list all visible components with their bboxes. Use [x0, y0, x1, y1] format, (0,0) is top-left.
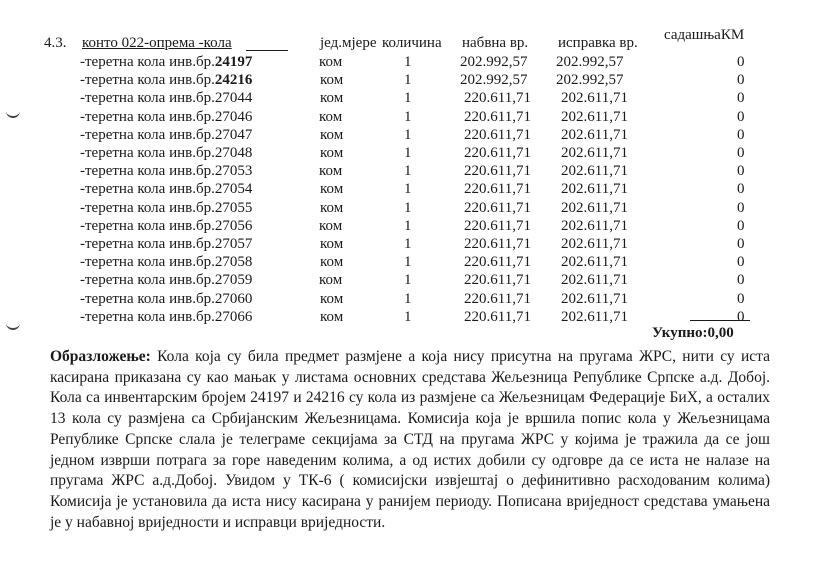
present-value-cell: 0 — [737, 308, 745, 325]
inventory-number: 27066 — [214, 308, 253, 325]
quantity-cell: 1 — [404, 181, 412, 198]
table-row — [0, 126, 825, 144]
inventory-number: 24216 — [214, 72, 253, 89]
purchase-value-cell: 220.611,71 — [464, 108, 531, 125]
purchase-value-cell: 220.611,71 — [464, 236, 531, 252]
quantity-cell: 1 — [404, 290, 412, 307]
quantity-cell: 1 — [404, 145, 412, 161]
present-value-cell: 0 — [737, 145, 745, 161]
present-value-cell: 0 — [737, 108, 745, 125]
purchase-value-cell: 220.611,71 — [464, 254, 531, 271]
item-label: -теретна кола инв.бр. — [80, 72, 215, 89]
table-row — [0, 144, 825, 162]
item-label: -теретна кола инв.бр. — [80, 199, 215, 216]
inventory-number: 27046 — [214, 108, 253, 125]
correction-value-cell: 202.611,71 — [561, 308, 628, 325]
item-label: -теретна кола инв.бр. — [80, 236, 215, 252]
purchase-value-cell: 202.992,57 — [460, 54, 528, 70]
correction-value-cell: 202.611,71 — [561, 181, 628, 198]
table-row — [0, 180, 825, 198]
unit-cell: ком — [319, 108, 343, 125]
item-description — [80, 308, 252, 326]
inventory-number: 27056 — [214, 217, 253, 234]
present-value-cell: 0 — [737, 217, 745, 234]
table-row — [0, 271, 825, 289]
table-row — [0, 217, 825, 235]
purchase-value-cell: 220.611,71 — [464, 290, 531, 307]
item-label: -теретна кола инв.бр. — [80, 108, 215, 125]
unit-cell: ком — [319, 163, 343, 180]
inventory-number: 27053 — [214, 163, 253, 180]
present-value-cell: 0 — [737, 163, 745, 180]
unit-cell: ком — [319, 272, 343, 289]
present-value-cell: 0 — [737, 72, 745, 89]
unit-cell: ком — [320, 181, 344, 198]
quantity-cell: 1 — [404, 254, 412, 271]
item-description — [80, 126, 252, 144]
correction-value-cell: 202.992,57 — [556, 72, 624, 89]
present-value-cell: 0 — [737, 290, 745, 307]
present-value-cell: 0 — [737, 199, 745, 216]
item-label: -теретна кола инв.бр. — [80, 163, 215, 180]
purchase-value-cell: 220.611,71 — [464, 217, 531, 234]
quantity-cell: 1 — [404, 108, 412, 125]
item-description — [80, 180, 252, 198]
table-row — [0, 108, 825, 126]
unit-cell: ком — [320, 90, 344, 107]
item-description — [80, 217, 252, 235]
purchase-value-cell: 220.611,71 — [464, 272, 531, 289]
present-value-cell: 0 — [737, 272, 745, 289]
table-row — [0, 162, 825, 180]
purchase-value-cell: 220.611,71 — [464, 199, 531, 216]
purchase-value-cell: 220.611,71 — [464, 181, 531, 198]
present-value-cell: 0 — [737, 54, 745, 70]
table-row — [0, 89, 825, 107]
item-description — [80, 144, 252, 162]
item-label: -теретна кола инв.бр. — [80, 290, 215, 307]
present-value-cell: 0 — [737, 126, 745, 143]
explanation-label: Образложење: — [50, 348, 151, 365]
item-label: -теретна кола инв.бр. — [80, 181, 215, 198]
item-label: -теретна кола инв.бр. — [80, 90, 215, 107]
inventory-number: 27044 — [214, 90, 253, 107]
correction-value-cell: 202.992,57 — [556, 54, 624, 70]
total-underline — [690, 320, 750, 321]
inventory-number: 27054 — [214, 181, 253, 198]
unit-cell: ком — [320, 126, 344, 143]
item-label: -теретна кола инв.бр. — [80, 145, 215, 161]
purchase-value-cell: 220.611,71 — [464, 126, 531, 143]
item-label: -теретна кола инв.бр. — [80, 308, 215, 325]
item-description — [80, 199, 252, 217]
table-row — [0, 253, 825, 271]
present-value-cell: 0 — [737, 90, 745, 107]
correction-value-cell: 202.611,71 — [561, 90, 628, 107]
header-correction-value: исправка вр. — [558, 35, 638, 51]
header-purchase-value: набвна вр. — [462, 35, 529, 51]
table-row — [0, 290, 825, 308]
quantity-cell: 1 — [404, 308, 412, 325]
item-label: -теретна кола инв.бр. — [80, 126, 215, 143]
margin-mark — [6, 322, 20, 330]
purchase-value-cell: 220.611,71 — [464, 308, 531, 325]
table-row — [0, 199, 825, 217]
correction-value-cell: 202.611,71 — [561, 236, 628, 252]
present-value-cell: 0 — [737, 236, 745, 252]
unit-cell: ком — [320, 308, 344, 325]
table-row — [0, 53, 825, 71]
item-description — [80, 235, 252, 253]
item-description — [80, 89, 252, 107]
quantity-cell: 1 — [404, 163, 412, 180]
item-label: -теретна кола инв.бр. — [80, 254, 215, 271]
purchase-value-cell: 220.611,71 — [464, 163, 531, 180]
account-underline — [246, 50, 288, 51]
unit-cell: ком — [320, 236, 344, 252]
item-description — [80, 108, 252, 126]
inventory-number: 27060 — [214, 290, 253, 307]
quantity-cell: 1 — [404, 72, 412, 89]
unit-cell: ком — [319, 217, 343, 234]
correction-value-cell: 202.611,71 — [561, 217, 628, 234]
unit-cell: ком — [320, 199, 344, 216]
item-label: -теретна кола инв.бр. — [80, 272, 215, 289]
quantity-cell: 1 — [404, 272, 412, 289]
item-description — [80, 253, 252, 271]
table-row — [0, 308, 825, 326]
item-description — [80, 71, 252, 89]
explanation-text: Кола која су била предмет размјене а која нису присутна на пругама ЖРС, нити су иста касирана приказана су као мањак у листама основних средстава Жељезница Републике Српске а.д. Добој. Кола са инвентарским бројем 24197 и 24216 су кола из размјене са Жељезницам Федерације БиХ, а осталих 13 кола су размјена са Србијанским Жељезницама. Комисија која је вршила попис кола у Жељезницама Републике Српске слала је телеграме секцијама за СТД на пругама ЖРС у којима је тражила да се још једном изврши потрага за горе наведеним колима, а од истих добили су одговре да се иста не налазе на пругама ЖРС а.д.Добој. Увидом у ТК-6 ( комисијски извјештај о дефинитивно расходованим колима) Комисија је установила да иста нису касирана у ранијем периоду. Пописана вриједност средстава умањена је у набавној вриједности и исправци вриједности. — [50, 348, 771, 531]
inventory-number: 27058 — [214, 254, 253, 271]
correction-value-cell: 202.611,71 — [561, 290, 628, 307]
purchase-value-cell: 202.992,57 — [460, 72, 528, 89]
table-header — [0, 27, 825, 52]
unit-cell: ком — [320, 290, 344, 307]
correction-value-cell: 202.611,71 — [561, 254, 628, 271]
inventory-number: 27057 — [214, 236, 253, 252]
correction-value-cell: 202.611,71 — [561, 199, 628, 216]
quantity-cell: 1 — [404, 236, 412, 252]
unit-cell: ком — [319, 54, 343, 70]
quantity-cell: 1 — [404, 199, 412, 216]
header-unit: јед.мјере — [320, 35, 377, 51]
quantity-cell: 1 — [404, 90, 412, 107]
purchase-value-cell: 220.611,71 — [464, 145, 531, 161]
account-label: конто 022-опрема -кола — [82, 35, 232, 51]
quantity-cell: 1 — [404, 217, 412, 234]
header-present-value: садашњаКМ — [664, 27, 745, 43]
total-value: Укупно:0,00 — [652, 325, 734, 341]
item-description — [80, 53, 252, 71]
quantity-cell: 1 — [404, 54, 412, 70]
inventory-number: 24197 — [214, 54, 253, 70]
purchase-value-cell: 220.611,71 — [464, 90, 531, 107]
header-quantity: количина — [382, 35, 442, 51]
unit-cell: ком — [320, 254, 344, 271]
inventory-number: 27047 — [214, 126, 253, 143]
inventory-number: 27055 — [214, 199, 253, 216]
present-value-cell: 0 — [737, 254, 745, 271]
item-description — [80, 162, 252, 180]
item-description — [80, 271, 252, 289]
item-description — [80, 290, 252, 308]
explanation-paragraph — [50, 347, 770, 533]
inventory-number: 27048 — [214, 145, 253, 161]
correction-value-cell: 202.611,71 — [561, 163, 628, 180]
unit-cell: ком — [320, 72, 344, 89]
table-row — [0, 235, 825, 253]
correction-value-cell: 202.611,71 — [561, 108, 628, 125]
correction-value-cell: 202.611,71 — [561, 145, 628, 161]
item-label: -теретна кола инв.бр. — [80, 54, 215, 70]
item-label: -теретна кола инв.бр. — [80, 217, 215, 234]
correction-value-cell: 202.611,71 — [561, 272, 628, 289]
inventory-number: 27059 — [214, 272, 253, 289]
correction-value-cell: 202.611,71 — [561, 126, 628, 143]
present-value-cell: 0 — [737, 181, 745, 198]
table-row — [0, 71, 825, 89]
quantity-cell: 1 — [404, 126, 412, 143]
section-number: 4.3. — [44, 35, 67, 51]
unit-cell: ком — [320, 145, 344, 161]
